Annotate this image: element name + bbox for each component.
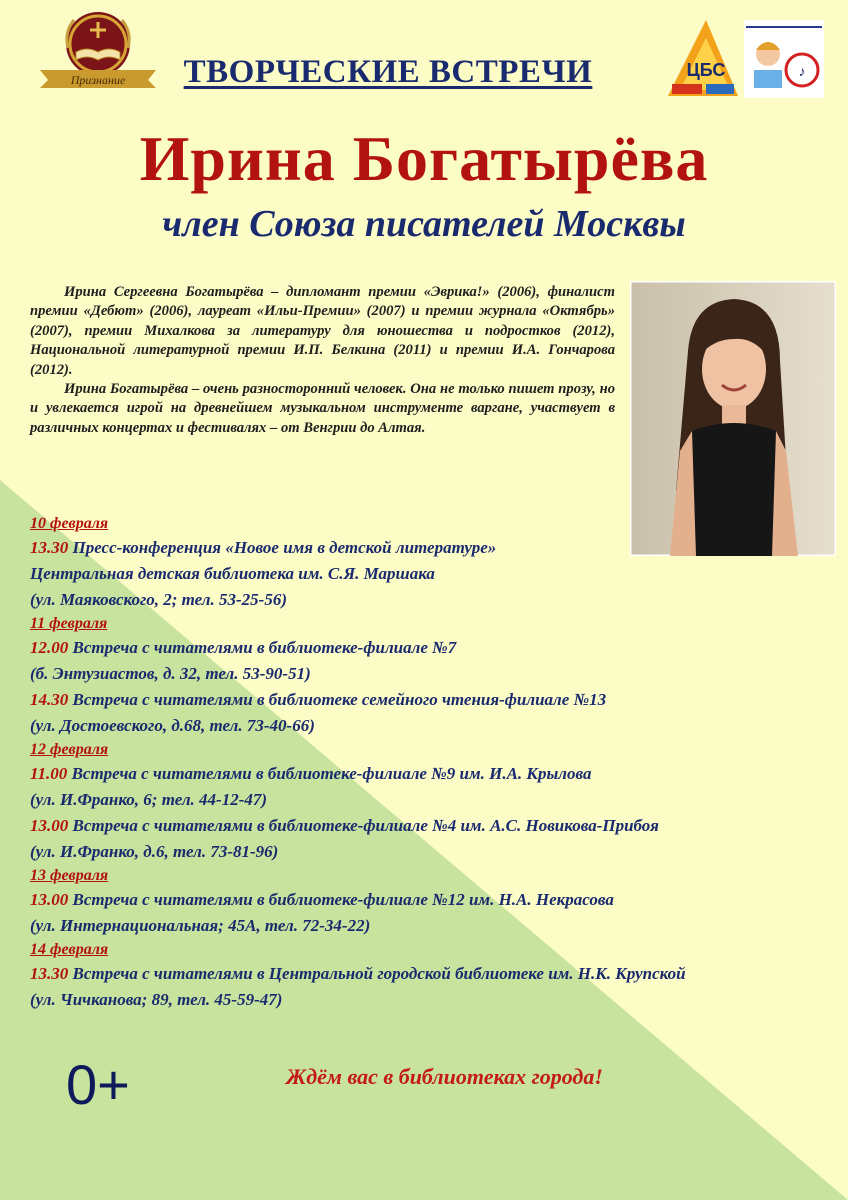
event-title: Встреча с читателями в Центральной городской библиотеке им. Н.К. Крупской — [68, 964, 686, 983]
svg-text:ЦБС: ЦБС — [686, 60, 726, 80]
bio-paragraph-1: Ирина Сергеевна Богатырёва – дипломант премии «Эврика!» (2006), финалист премии «Дебют» (2006), лауреат «Ильи-Премии» (2007) и премии журнала «Октябрь» (2007), премии Михалкова за литературу для юношества и подростков (2012), Национальной литературной премии И.П. Белкина (2011) и премии И.А. Гончарова (2012). — [30, 284, 615, 378]
priznanie-emblem-logo — [38, 8, 158, 92]
svg-text:Признание: Признание — [70, 73, 126, 87]
event-location: (ул. Достоевского, д.68, тел. 73-40-66) — [30, 716, 315, 735]
schedule-event — [30, 761, 820, 787]
header-title: ТВОРЧЕСКИЕ ВСТРЕЧИ — [183, 54, 593, 90]
schedule-date: 11 февраля — [30, 615, 108, 632]
author-title: член Союза писателей Москвы — [162, 203, 686, 245]
svg-text:♪: ♪ — [798, 65, 806, 80]
event-time: 14.30 — [30, 690, 69, 709]
schedule-date: 10 февраля — [30, 515, 109, 532]
author-biography — [30, 283, 615, 438]
schedule-event — [30, 961, 820, 987]
event-time: 11.00 — [30, 764, 68, 783]
author-name: Ирина Богатырёва — [139, 123, 709, 194]
event-title: Встреча с читателями в библиотеке семейного чтения-филиале №13 — [68, 690, 607, 709]
event-title: Пресс-конференция «Новое имя в детской литературе» — [68, 538, 497, 557]
event-location: (ул. И.Франко, 6; тел. 44-12-47) — [30, 790, 268, 809]
event-title: Встреча с читателями в библиотеке-филиале №7 — [68, 638, 457, 657]
age-rating-badge: 0+ — [66, 1053, 130, 1116]
event-time: 13.00 — [30, 816, 69, 835]
schedule-event — [30, 535, 820, 561]
event-location: (б. Энтузиастов, д. 32, тел. 53-90-51) — [30, 664, 311, 683]
event-time: 12.00 — [30, 638, 69, 657]
schedule-event — [30, 813, 820, 839]
event-schedule — [30, 513, 820, 1013]
schedule-date: 14 февраля — [30, 941, 109, 958]
schedule-date: 13 февраля — [30, 867, 109, 884]
schedule-event — [30, 635, 820, 661]
event-location: (ул. Интернациональная; 45А, тел. 72-34-22) — [30, 916, 371, 935]
invitation-text: Ждём вас в библиотеках города! — [286, 1064, 603, 1089]
event-location: (ул. И.Франко, д.6, тел. 73-81-96) — [30, 842, 279, 861]
event-title: Встреча с читателями в библиотеке-филиале №12 им. Н.А. Некрасова — [68, 890, 614, 909]
event-time: 13.00 — [30, 890, 69, 909]
event-time: 13.30 — [30, 964, 69, 983]
event-time: 13.30 — [30, 538, 69, 557]
event-title: Встреча с читателями в библиотеке-филиале №4 им. А.С. Новикова-Прибоя — [68, 816, 659, 835]
schedule-event — [30, 887, 820, 913]
schedule-date: 12 февраля — [30, 741, 109, 758]
event-title: Встреча с читателями в библиотеке-филиале №9 им. И.А. Крылова — [67, 764, 592, 783]
children-reading-logo — [744, 20, 824, 98]
event-location: (ул. Маяковского, 2; тел. 53-25-56) — [30, 590, 287, 609]
cbs-logo — [666, 18, 740, 98]
bio-paragraph-2: Ирина Богатырёва – очень разносторонний человек. Она не только пишет прозу, но и увлекается игрой на древнейшем музыкальном инструменте варгане, участвует в различных концертах и фестивалях – от Венгрии до Алтая. — [30, 381, 615, 436]
event-location: Центральная детская библиотека им. С.Я. Маршака — [30, 564, 435, 583]
event-location: (ул. Чичканова; 89, тел. 45-59-47) — [30, 990, 283, 1009]
schedule-event — [30, 687, 820, 713]
